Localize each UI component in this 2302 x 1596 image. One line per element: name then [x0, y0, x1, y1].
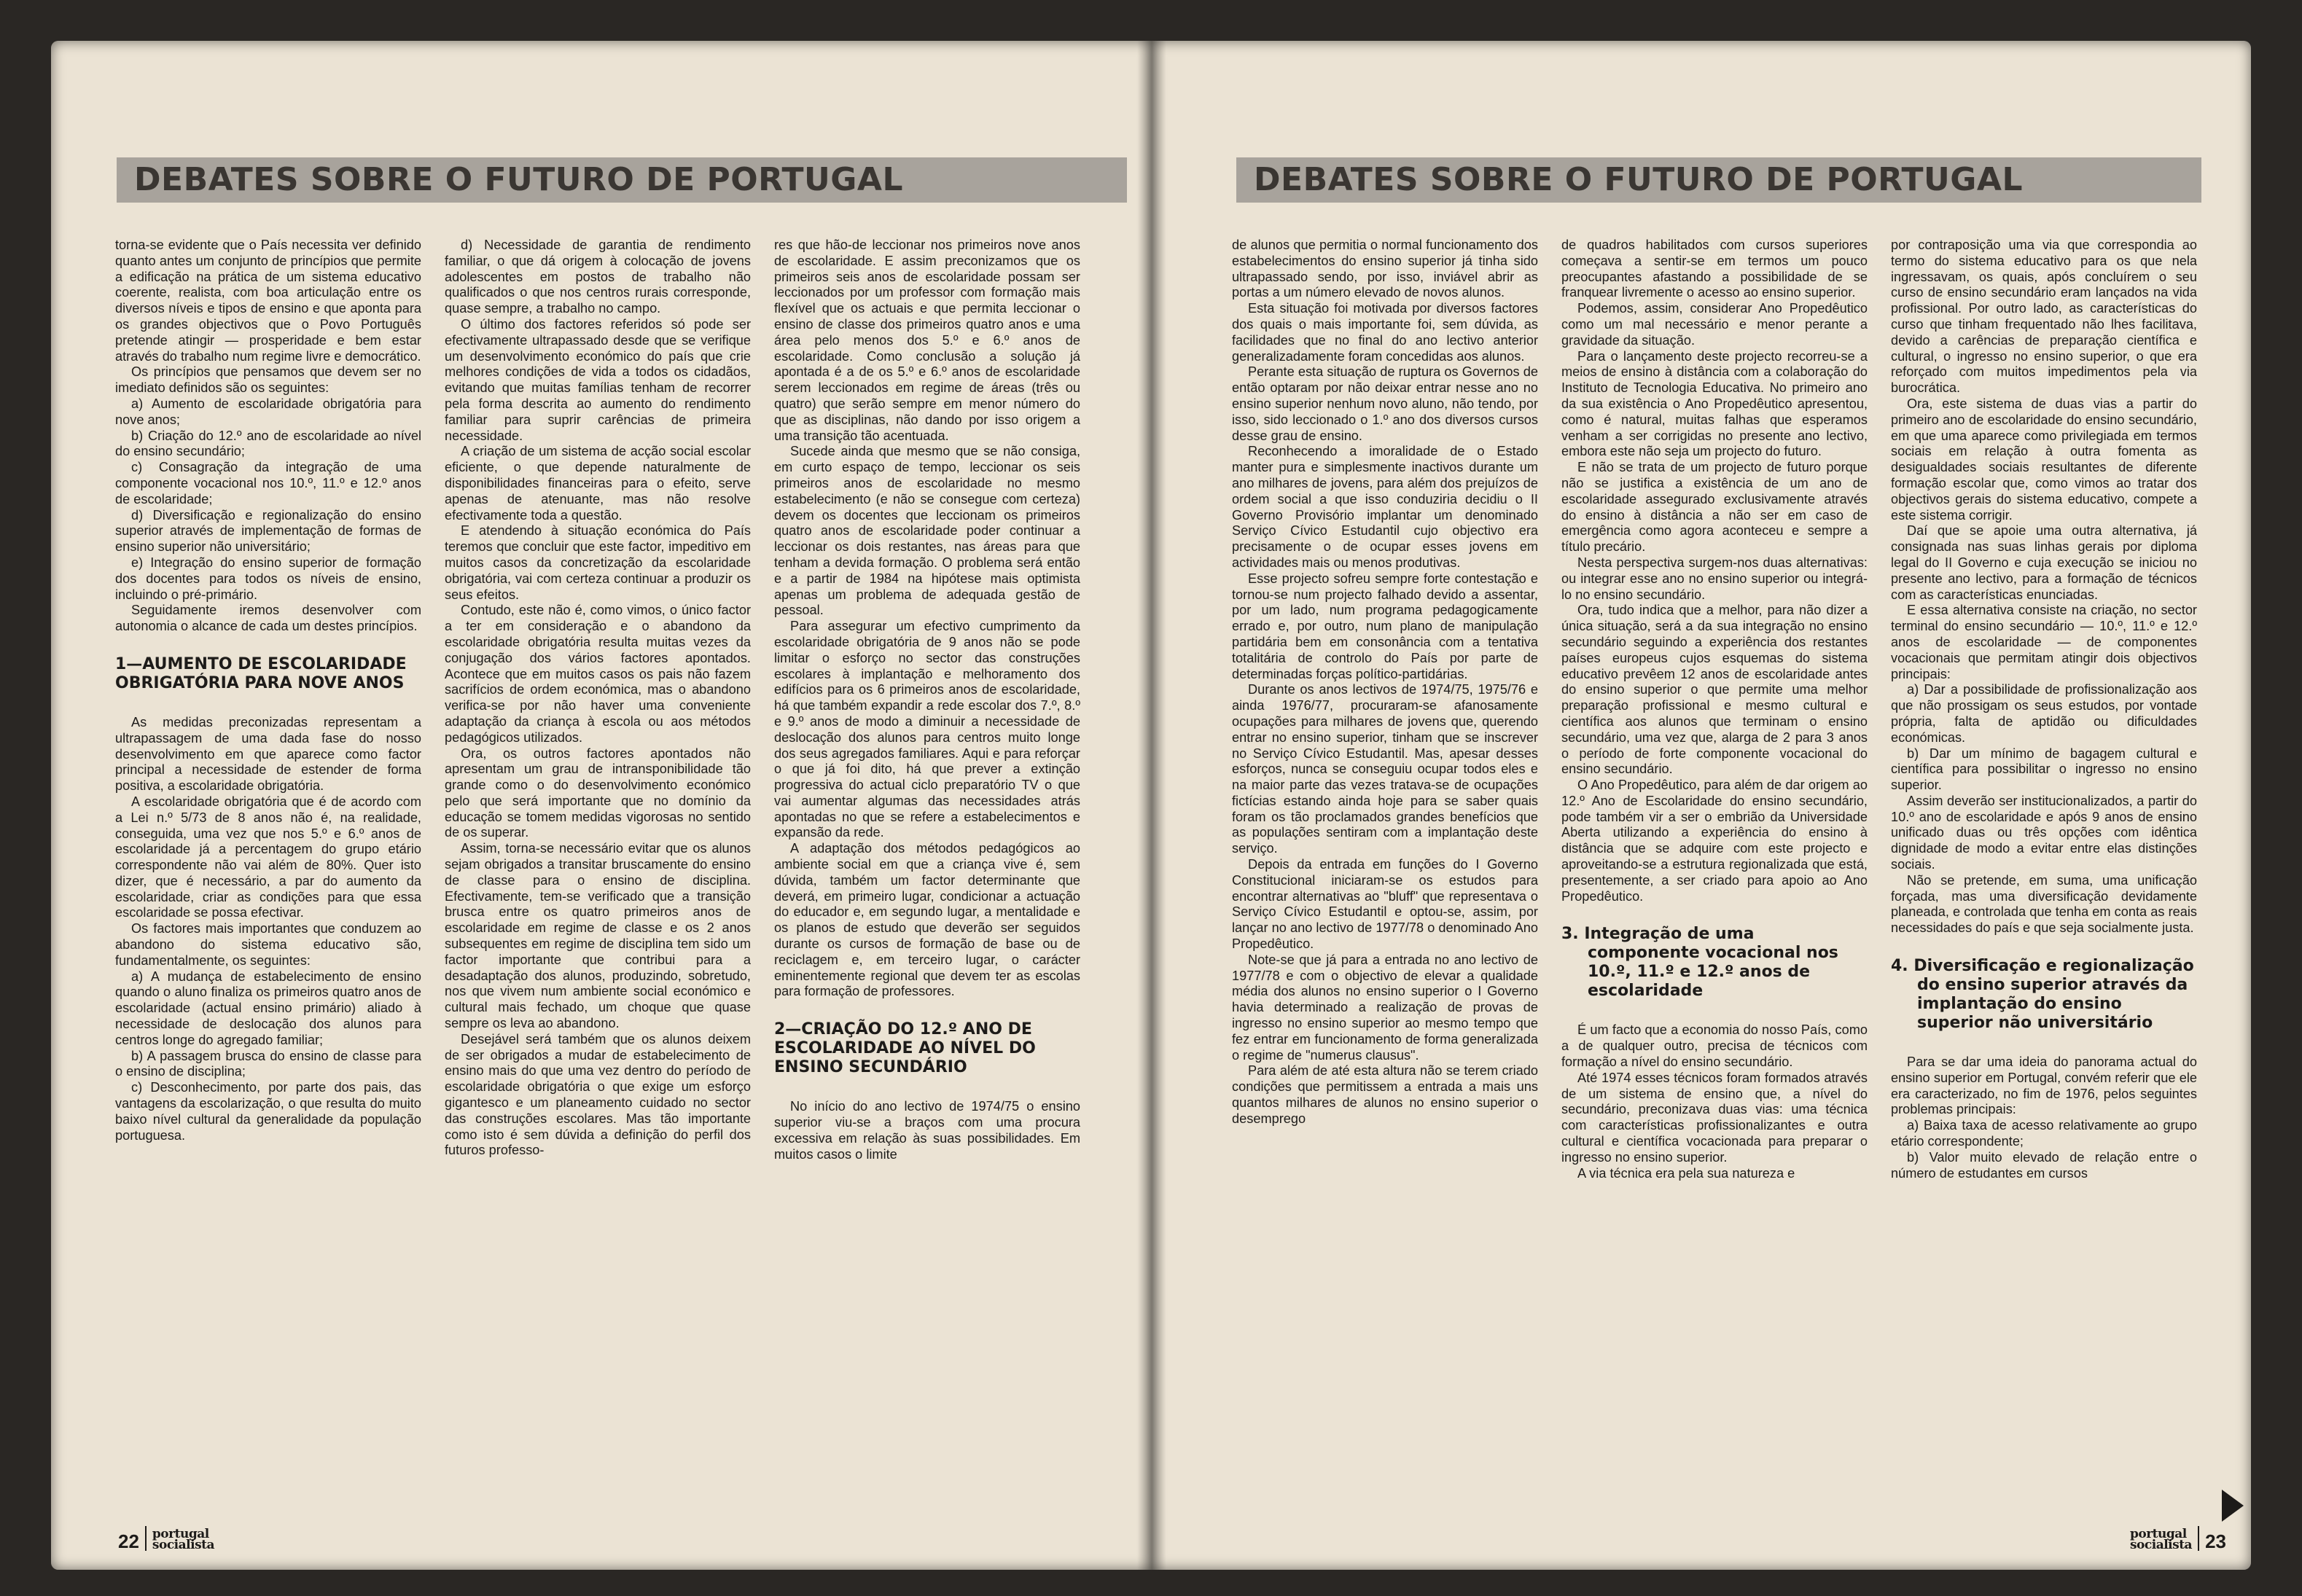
paragraph: por contraposição uma via que correspondia ao termo do sistema educativo para os que nela ingressavam, os quais, após concluírem o seu curso de ensino secundário eram lançados na vida profissional. Por outro lado, as características do curso que tinham frequentado não lhes facilitava, devido a carências de preparação científica e cultural, o ingresso no ensino superior, o que era reforçado com muitos impedimentos pela via burocrática. [1891, 238, 2197, 396]
list-item: a) Dar a possibilidade de profissionalização aos que não prossigam os seus estudos, por vontade própria, falta de aptidão ou dificuldades económicas. [1891, 682, 2197, 745]
paragraph: As medidas preconizadas representam a ultrapassagem de uma dada fase do nosso desenvolvimento em que aparece como factor principal a necessidade de estender de forma positiva, a escolaridade obrigatória. [115, 714, 421, 794]
paragraph: Não se pretende, em suma, uma unificação forçada, mas uma diversificação devidamente planeada, e controlada que tenha em conta as reais necessidades do país e que seja socialmente justa. [1891, 872, 2197, 936]
paragraph: Ora, os outros factores apontados não apresentam um grau de intransponibilidade tão grande como o do desenvolvimento económico pelo que será importante que no domínio da educação se tomem medidas vigorosas no sentido de os superar. [445, 746, 751, 840]
paragraph: Para o lançamento deste projecto recorreu-se a meios de ensino à distância com a colaboração do Instituto de Tecnologia Educativa. No primeiro ano da sua existência o Ano Propedêutico apresentou, como é natural, muitas falhas que esperamos venham a ser corrigidas no presente ano lectivo, embora este não seja um projecto do futuro. [1561, 348, 1868, 459]
list-item: c) Consagração da integração de uma componente vocacional nos 10.º, 11.º e 12.º anos de escolaridade; [115, 460, 421, 506]
paragraph: Daí que se apoie uma outra alternativa, já consignada nas suas linhas gerais por diploma legal do II Governo e cuja execução se iniciou no presente ano lectivo, para a formação de técnicos com as características enunciadas. [1891, 523, 2197, 602]
paragraph: Para se dar uma ideia do panorama actual do ensino superior em Portugal, convém referir que ele era caracterizado, no fim de 1976, pelos seguintes problemas principais: [1891, 1055, 2197, 1117]
paragraph: torna-se evidente que o País necessita ver definido quanto antes um conjunto de princípios que permite a edificação na prática de um sistema educativo coerente, realista, com boa articulação entre os diversos níveis e tipos de ensino e que aponta para os grandes objectivos que o Povo Português pretende atingir — prosperidade e bem estar através do trabalho num regime livre e democrático. [115, 238, 421, 364]
paragraph: A criação de um sistema de acção social escolar eficiente, o que depende naturalmente de disponibilidades financeiras para o efeito, serve apenas de atenuante, mas não resolve efectivamente toda a questão. [445, 444, 751, 523]
right-page [1152, 41, 2251, 1570]
right-column-1 [1232, 238, 1538, 1535]
list-item: d) Diversificação e regionalização do ensino superior através de implementação de formas de ensino superior não universitário; [115, 507, 421, 555]
paragraph: A escolaridade obrigatória que é de acordo com a Lei n.º 5/73 de 8 anos não é, na realidade, conseguida, uma vez que nos 5.º e 6.º anos de escolaridade já a percentagem do grupo etário correspondente não vai além de 80%. Quer isto dizer, que é necessário, a par do aumento da escolaridade, criar as condições para que essa escolaridade se possa efectivar. [115, 794, 421, 920]
publication-logo [2130, 1529, 2192, 1551]
paragraph: Note-se que já para a entrada no ano lectivo de 1977/78 e com o objectivo de elevar a qualidade média dos alunos no ensino superior o I Governo havia determinado a realização de provas de ingresso no ensino superior ao mesmo tempo que fez entrar em funcionamento de forma generalizada o regime de "numerus clausus". [1232, 952, 1538, 1063]
paragraph: No início do ano lectivo de 1974/75 o ensino superior viu-se a braços com uma procura excessiva em relação às suas possibilidades. Em muitos casos o limite [774, 1099, 1080, 1162]
paragraph: E essa alternativa consiste na criação, no sector terminal do ensino secundário — 10.º, 11.º e 12.º anos de escolaridade — de componentes vocacionais que permitam atingir dois objectivos principais: [1891, 603, 2197, 681]
logo-line: socialista [152, 1538, 215, 1552]
list-item: c) Desconhecimento, por parte dos pais, das vantagens da escolarização, o que resulta do muito baixo nível cultural da generalidade da população portuguesa. [115, 1080, 421, 1143]
paragraph: Os factores mais importantes que conduzem ao abandono do sistema educativo são, fundamentalmente, os seguintes: [115, 921, 421, 968]
section-banner-right [1236, 157, 2201, 203]
left-column-1 [115, 238, 421, 1535]
paragraph: Reconhecendo a imoralidade de o Estado manter pura e simplesmente inactivos durante um ano milhares de jovens, para além dos prejuízos de ordem social a que isso conduziria decidiu o II Governo Provisório implantar um denominado Serviço Cívico Estudantil cujo objectivo era precisamente o de ocupar esses jovens em actividades mais ou menos produtivas. [1232, 444, 1538, 570]
banner-title-left: DEBATES SOBRE O FUTURO DE PORTUGAL [134, 161, 903, 198]
paragraph: E não se trata de um projecto de futuro porque não se justifica a existência de um ano de escolaridade assegurado exclusivamente através do ensino à distância a não ser em caso de emergência como agora aconteceu e sempre a título precário. [1561, 460, 1868, 555]
paragraph: de quadros habilitados com cursos superiores começava a sentir-se em termos um pouco preocupantes afastando a possibilidade de se franquear livremente o acesso ao ensino superior. [1561, 238, 1868, 300]
paragraph: Assim, torna-se necessário evitar que os alunos sejam obrigados a transitar bruscamente do ensino de classe para o ensino de disciplina. Efectivamente, tem-se verificado que a transição brusca entre os quatro primeiros anos de escolaridade em regime de classe e os 2 anos subsequentes em regime de disciplina tem sido um factor importante que contribui para a desadaptação dos alunos, produzindo, sobretudo, nos que vivem num ambiente social económico e cultural mais fechado, um choque que quase sempre os leva ao abandono. [445, 841, 751, 1031]
page-folio-right [2130, 1526, 2226, 1551]
section-heading: 1—AUMENTO DE ESCOLARIDADE OBRIGATÓRIA PARA NOVE ANOS [115, 654, 407, 692]
folio-divider [2198, 1526, 2199, 1551]
paragraph: Desejável será também que os alunos deixem de ser obrigados a mudar de estabelecimento de ensino mais do que uma vez dentro do período de escolaridade obrigatória o que exige um esforço gigantesco e um planeamento cuidado no sector das construções escolares. Mas tão importante como isto é sem dúvida a definição do perfil dos futuros professo- [445, 1031, 751, 1158]
page-number: 23 [2205, 1530, 2226, 1552]
section-heading: 2—CRIAÇÃO DO 12.º ANO DE ESCOLARIDADE AO NÍVEL DO ENSINO SECUNDÁRIO [774, 1020, 1036, 1077]
paragraph: Nesta perspectiva surgem-nos duas alternativas: ou integrar esse ano no ensino superior ou integrá-lo no ensino secundário. [1561, 555, 1868, 602]
left-page [51, 41, 1152, 1570]
logo-line: socialista [2129, 1538, 2193, 1552]
right-column-3 [1891, 238, 2197, 1535]
paragraph: Contudo, este não é, como vimos, o único factor a ter em consideração e o abandono da escolaridade obrigatória resulta muitas vezes da conjugação dos vários factores apontados. Acontece que em muitos casos os pais não fazem sacrifícios de ordem económica, mas o abandono verifica-se por não haver uma conveniente adaptação da criança à escola ou aos métodos pedagógicos utilizados. [445, 603, 751, 745]
paragraph: Depois da entrada em funções do I Governo Constitucional iniciaram-se os estudos para encontrar alternativas ao "bluff" que representava o Serviço Cívico Estudantil e optou-se, assim, por lançar no ano lectivo de 1977/78 o denominado Ano Propedêutico. [1232, 857, 1538, 952]
logo-line: portugal [2129, 1527, 2187, 1541]
paragraph: res que hão-de leccionar nos primeiros nove anos de escolaridade. E assim preconizamos que os primeiros seis anos de escolaridade possam ser leccionados por um professor com formação mais flexível que os actuais e que permita leccionar o ensino de classe dos primeiros quatro anos e uma área pelo menos dos 5.º e 6.º anos de escolaridade. Como conclusão a solução já apontada é a de os 5.º e 6.º anos de escolaridade serem leccionados em regime de áreas (três ou quatro) que serão sempre em menor número do que as disciplinas, não dando por isso origem a uma transição tão acentuada. [774, 238, 1080, 443]
left-column-2 [445, 238, 751, 1535]
paragraph: Esta situação foi motivada por diversos factores dos quais o mais importante foi, sem dúvida, as facilidades que no final do ano lectivo anterior generalizadamente foram concedidas aos alunos. [1232, 301, 1538, 364]
list-item: e) Integração do ensino superior de formação dos docentes para todos os níveis de ensino, incluindo o pré-primário. [115, 555, 421, 602]
paragraph: de alunos que permitia o normal funcionamento dos estabelecimentos do ensino superior já tinha sido ultrapassado sendo, por isso, inviável abrir as portas a um número elevado de novos alunos. [1232, 238, 1538, 300]
page-number: 22 [118, 1530, 139, 1552]
paragraph: Esse projecto sofreu sempre forte contestação e tornou-se num projecto falhado devido a assentar, por um lado, num programa pedagogicamente errado e, por outro, num plano de manipulação partidária bem em consonância com a tentativa totalitária de controlo do País por parte de determinadas forças político-partidárias. [1232, 571, 1538, 681]
paragraph: Ora, este sistema de duas vias a partir do primeiro ano de escolaridade do ensino secundário, em que uma aparece como privilegiada em termos sociais em relação à outra fomenta as desigualdades sociais resultantes de diferente formação escolar que, como vimos ao tratar dos objectivos gerais do sistema educativo, compete a este sistema corrigir. [1891, 396, 2197, 523]
list-item: a) Aumento de escolaridade obrigatória para nove anos; [115, 396, 421, 427]
paragraph: É um facto que a economia do nosso País, como a de qualquer outro, precisa de técnicos com formação a nível do ensino secundário. [1561, 1022, 1868, 1070]
list-item: d) Necessidade de garantia de rendimento familiar, o que dá origem à colocação de jovens adolescentes em postos de trabalho não qualificados o que nos centros rurais corresponde, quase sempre, a trabalho no campo. [445, 238, 751, 316]
list-item: b) Criação do 12.º ano de escolaridade ao nível do ensino secundário; [115, 428, 421, 459]
page-folio-left [118, 1526, 214, 1551]
paragraph: Até 1974 esses técnicos foram formados através de um sistema de ensino que, a nível do secundário, preconizava duas vias: uma técnica com características profissionalizantes e outra cultural e científica vocacionada para preparar o ingresso no ensino superior. [1561, 1070, 1868, 1165]
section-heading: 4. Diversificação e regionalização do ensino superior através da implantação do ensino superior não universitário [1891, 957, 2194, 1033]
section-heading: 3. Integração de uma componente vocacional nos 10.º, 11.º e 12.º anos de escolaridade [1561, 925, 1838, 1001]
list-item: b) Dar um mínimo de bagagem cultural e científica para possibilitar o ingresso no ensino superior. [1891, 746, 2197, 793]
paragraph: Os princípios que pensamos que devem ser no imediato definidos são os seguintes: [115, 364, 421, 396]
paragraph: Para além de até esta altura não se terem criado condições que permitissem a entrada a mais uns quantos milhares de alunos no ensino superior o desemprego [1232, 1063, 1538, 1126]
paragraph: Podemos, assim, considerar Ano Propedêutico como um mal necessário e menor perante a gravidade da situação. [1561, 301, 1868, 348]
paragraph: E atendendo à situação económica do País teremos que concluir que este factor, impeditivo em muitos casos da concretização da escolaridade obrigatória, vai com certeza continuar a produzir os seus efeitos. [445, 523, 751, 602]
paragraph: Assim deverão ser institucionalizados, a partir do 10.º ano de escolaridade e após 9 anos de ensino unificado duas ou três opções com idêntica dignidade de modo a evitar entre elas distinções sociais. [1891, 793, 2197, 872]
list-item: a) Baixa taxa de acesso relativamente ao grupo etário correspondente; [1891, 1118, 2197, 1149]
right-column-2 [1561, 238, 1868, 1535]
continue-arrow-icon [2222, 1490, 2244, 1522]
list-item: b) A passagem brusca do ensino de classe para o ensino de disciplina; [115, 1048, 421, 1079]
banner-title-right: DEBATES SOBRE O FUTURO DE PORTUGAL [1254, 161, 2023, 198]
paragraph: Ora, tudo indica que a melhor, para não dizer a única situação, será a da sua integração no ensino secundário seguindo a experiência dos restantes países europeus cujos esquemas do sistema educativo prevêem 12 anos de escolaridade antes do ensino superior o que permite uma melhor preparação profissional e mesmo cultural e científica aos alunos que terminam o ensino secundário, uma vez que, alarga de 2 para 3 anos o período de forte componente vocacional do ensino secundário. [1561, 603, 1868, 777]
list-item: a) A mudança de estabelecimento de ensino quando o aluno finaliza os primeiros quatro anos de escolaridade (actual ensino primário) aliado à necessidade de deslocação dos alunos para centros longe do agregado familiar; [115, 969, 421, 1047]
paragraph: O Ano Propedêutico, para além de dar origem ao 12.º Ano de Escolaridade do ensino secundário, pode também vir a ser o embrião da Universidade Aberta utilizando a experiência do ensino à distância que se adquire com este projecto e aproveitando-se a estrutura regionalizada que está, presentemente, a ser criado para apoio ao Ano Propedêutico. [1561, 778, 1868, 904]
paragraph: A via técnica era pela sua natureza e [1577, 1165, 1795, 1181]
publication-logo [152, 1529, 214, 1551]
paragraph: Sucede ainda que mesmo que se não consiga, em curto espaço de tempo, leccionar os seis primeiros anos de escolaridade no mesmo estabelecimento (e não se consegue com certeza) devem os docentes que leccionam os primeiros quatro anos de escolaridade poder continuar a leccionar os dois restantes, nas áreas para que tenham a devida formação. O problema será então e a partir de 1984 na hipótese mais optimista apenas um problema de adequada gestão de pessoal. [774, 444, 1080, 618]
section-banner-left [117, 157, 1127, 203]
left-column-3 [774, 238, 1080, 1535]
list-item: b) Valor muito elevado de relação entre o número de estudantes em cursos [1891, 1149, 2197, 1181]
paragraph: Durante os anos lectivos de 1974/75, 1975/76 e ainda 1976/77, procuraram-se afanosamente ocupações para milhares de jovens que, querendo entrar no ensino superior, tinham que se inscrever no Serviço Cívico Estudantil. Mas, apesar desses esforços, nunca se conseguiu ocupar todos eles e na maior parte das vezes tratava-se de ocupações fictícias estando ainda hoje para se saber quais foram os tão proclamados grandes benefícios que as populações sentiram com a implantação deste serviço. [1232, 682, 1538, 856]
logo-line: portugal [152, 1527, 209, 1541]
paragraph: O último dos factores referidos só pode ser efectivamente ultrapassado desde que se verifique um desenvolvimento económico do país que crie melhores condições de vida a todos os cidadãos, evitando que muitas famílias tenham de recorrer pela forma descrita ao aumento do rendimento familiar para suprir carências de primeira necessidade. [445, 316, 751, 443]
paragraph: Seguidamente iremos desenvolver com autonomia o alcance de cada um destes princípios. [115, 603, 421, 634]
paragraph: Para assegurar um efectivo cumprimento da escolaridade obrigatória de 9 anos não se pode limitar o esforço no sector das construções escolares à implantação e melhoramento dos edifícios para os 6 primeiros anos de escolaridade, há que também expandir a rede escolar dos 7.º, 8.º e 9.º anos de modo a diminuir a necessidade de deslocação dos alunos para centros muito longe dos seus agregados familiares. Aqui e para reforçar o que já foi dito, há que prever a extinção progressiva do actual ciclo preparatório TV o que vai aumentar algumas das necessidades atrás apontadas no que se refere a estabelecimentos e expansão da rede. [774, 619, 1080, 840]
paragraph: Perante esta situação de ruptura os Governos de então optaram por não deixar entrar nesse ano no ensino superior nenhum novo aluno, não tendo, por isso, sido leccionado o 1.º ano dos diversos cursos desse grau de ensino. [1232, 364, 1538, 443]
paragraph: A adaptação dos métodos pedagógicos ao ambiente social em que a criança vive é, sem dúvida, também um factor determinante que deverá, em primeiro lugar, condicionar a actuação do educador e, em segundo lugar, a mentalidade e os planos de estudo que deverão ser seguidos durante os cursos de formação de base ou de reciclagem e, em terceiro lugar, o carácter eminentemente regional que devem ter as escolas para formação de professores. [774, 841, 1080, 999]
folio-divider [145, 1526, 147, 1551]
